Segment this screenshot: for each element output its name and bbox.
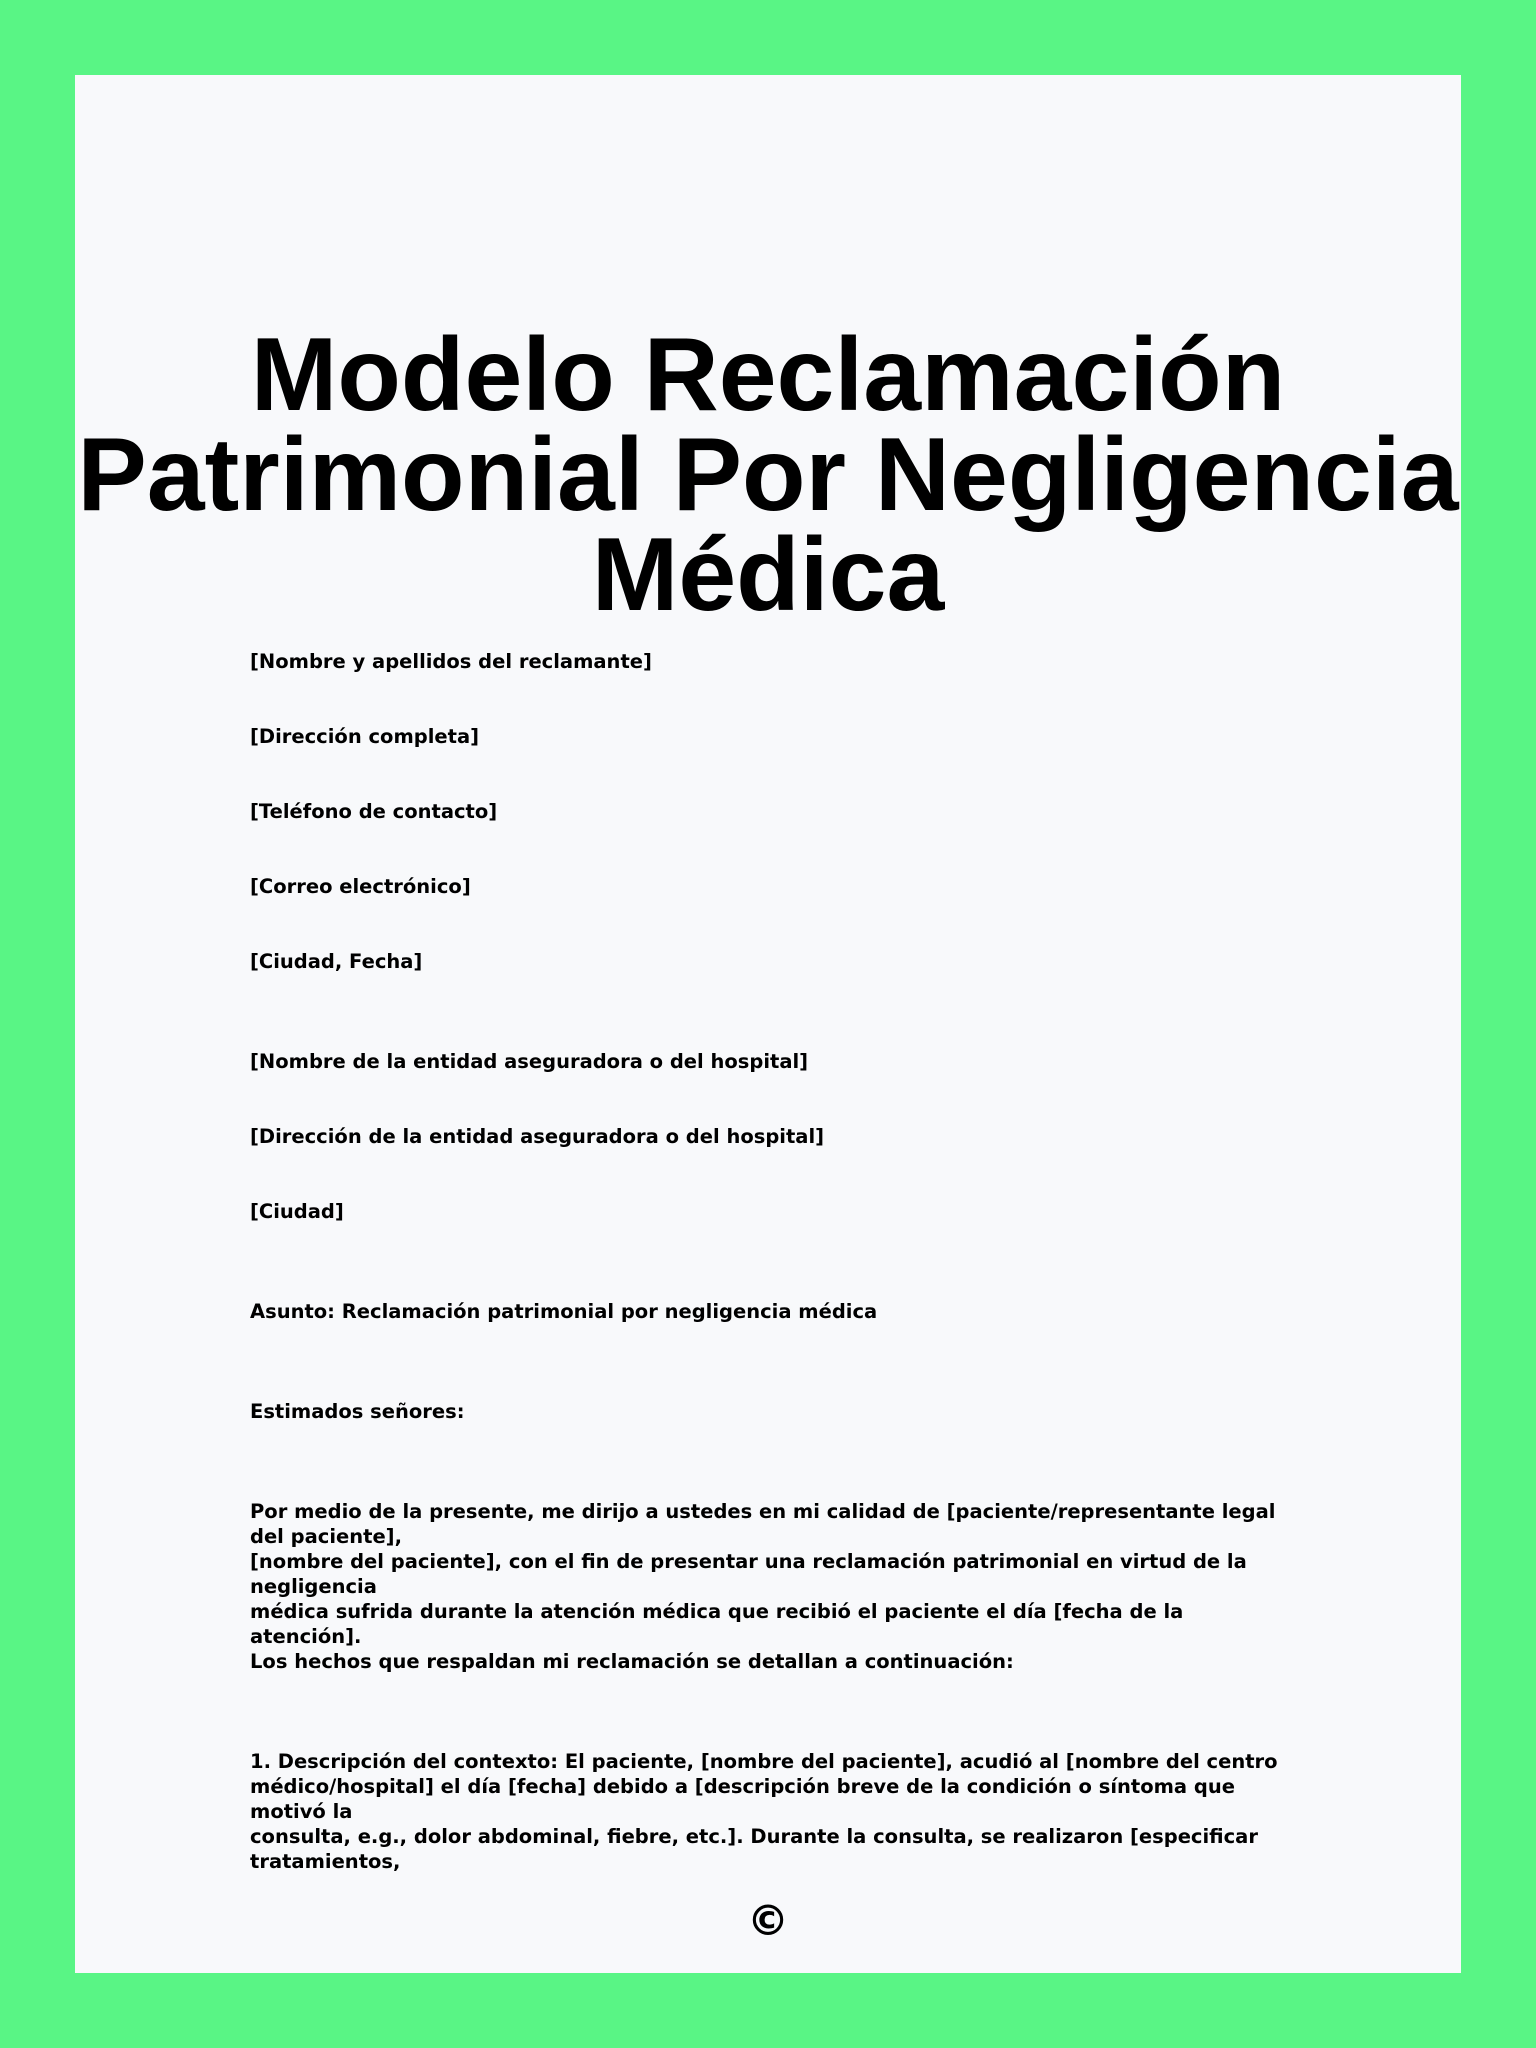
sender-phone: [Teléfono de contacto] xyxy=(250,800,498,823)
fact-1-paragraph: 1. Descripción del contexto: El paciente, [nombre del paciente], acudió al [nombre del centro médico/hospital] el día [fecha] debido a [descripción breve de la condición o síntoma que motivó la consulta, e.g., dolor abdominal, fiebre, etc.]. Durante la consulta, se realizaron [especificar tratamientos, xyxy=(250,1750,1278,1873)
copyright-icon: © xyxy=(747,1896,789,1945)
sender-address: [Dirección completa] xyxy=(250,725,480,748)
greeting: Estimados señores: xyxy=(250,1400,465,1423)
recipient-name: [Nombre de la entidad aseguradora o del hospital] xyxy=(250,1050,809,1073)
facts-intro: Los hechos que respaldan mi reclamación se detallan a continuación: xyxy=(250,1650,1014,1673)
document-title: Modelo Reclamación Patrimonial Por Negligencia Médica xyxy=(77,317,1459,633)
sender-city-date: [Ciudad, Fecha] xyxy=(250,950,423,973)
recipient-city: [Ciudad] xyxy=(250,1200,344,1223)
intro-paragraph: Por medio de la presente, me dirijo a ustedes en mi calidad de [paciente/representante legal del paciente], [nombre del paciente], con el fin de presentar una reclamación patrimonial en virtud de la negligencia médica sufrida durante la atención médica que recibió el paciente el día [fecha de la atención]. xyxy=(250,1500,1276,1648)
sender-name: [Nombre y apellidos del reclamante] xyxy=(250,650,652,673)
subject-line: Asunto: Reclamación patrimonial por negligencia médica xyxy=(250,1300,878,1323)
recipient-address: [Dirección de la entidad aseguradora o del hospital] xyxy=(250,1125,825,1148)
sender-email: [Correo electrónico] xyxy=(250,875,471,898)
document-page xyxy=(75,75,1461,1973)
